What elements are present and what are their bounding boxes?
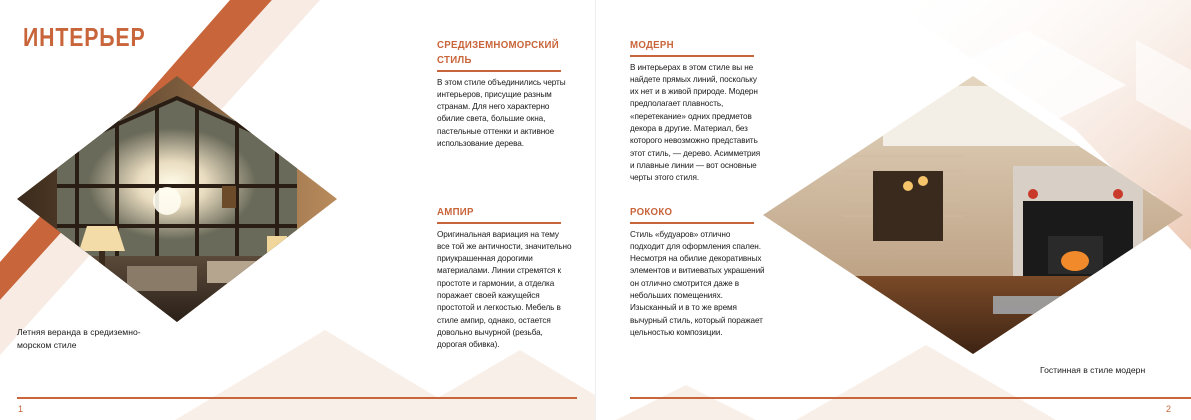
bottom-triangle-shade [796,345,1056,420]
section-text: Оригинальная вариация на тему все той же античности, значительно приукрашенная дорогими материалами. Линии стремятся к простоте и гармонии, а отделка поражает своей кажущейся простотой и легкостью. Мебель в стиле ампир, однако, остается довольно вычурной (резьба, дорогая обивка). [437,229,572,350]
page-title: ИНТЕРЬЕР [23,22,146,52]
section-heading: АМПИР [437,206,474,218]
section-rule [630,55,754,57]
footer-line [17,397,577,399]
bottom-triangle-shade-2 [616,385,756,420]
section-mediterranean [437,38,572,150]
left-page [0,0,595,420]
right-page [596,0,1191,420]
page-number: 1 [18,404,24,414]
section-heading: СРЕДИЗЕМНОМОРСКИЙ СТИЛЬ [437,39,559,66]
living-room-caption: Гостинная в стиле модерн [1040,365,1146,375]
section-modern [630,38,765,184]
page-number: 2 [1166,404,1172,414]
section-heading: МОДЕРН [630,39,674,51]
section-text: В этом стиле объединились черты интерьеров, присущие разным странам. Для него характерно обилие света, большие окна, пастельные оттенки и активное использование дерева. [437,77,566,148]
section-rule [437,222,561,224]
section-rococo [630,205,765,339]
footer-line [630,397,1191,399]
section-rule [437,70,561,72]
section-rule [630,222,754,224]
veranda-caption: Летняя веранда в средиземно-морском стиле [17,327,141,350]
section-heading: РОКОКО [630,206,673,218]
bottom-triangle-shade-2 [400,350,595,420]
section-text: В интерьерах в этом стиле вы не найдете прямых линий, поскольку их нет и в живой природе. Модерн предполагает плавность, «перетекание» одних предметов декора в другие. Материал, без которого невозможно представить этот стиль, — дерево. Асимметрия и плавные линии — вот основные черты этого стиля. [630,62,761,183]
section-empire [437,205,572,351]
section-text: Стиль «будуаров» отлично подходит для оформления спален. Несмотря на обилие декоративных элементов и витиеватых украшений он отлично смотрится даже в небольших помещениях. Изысканный и в то же время вычурный стиль, который поражает цельностью композиции. [630,229,765,337]
